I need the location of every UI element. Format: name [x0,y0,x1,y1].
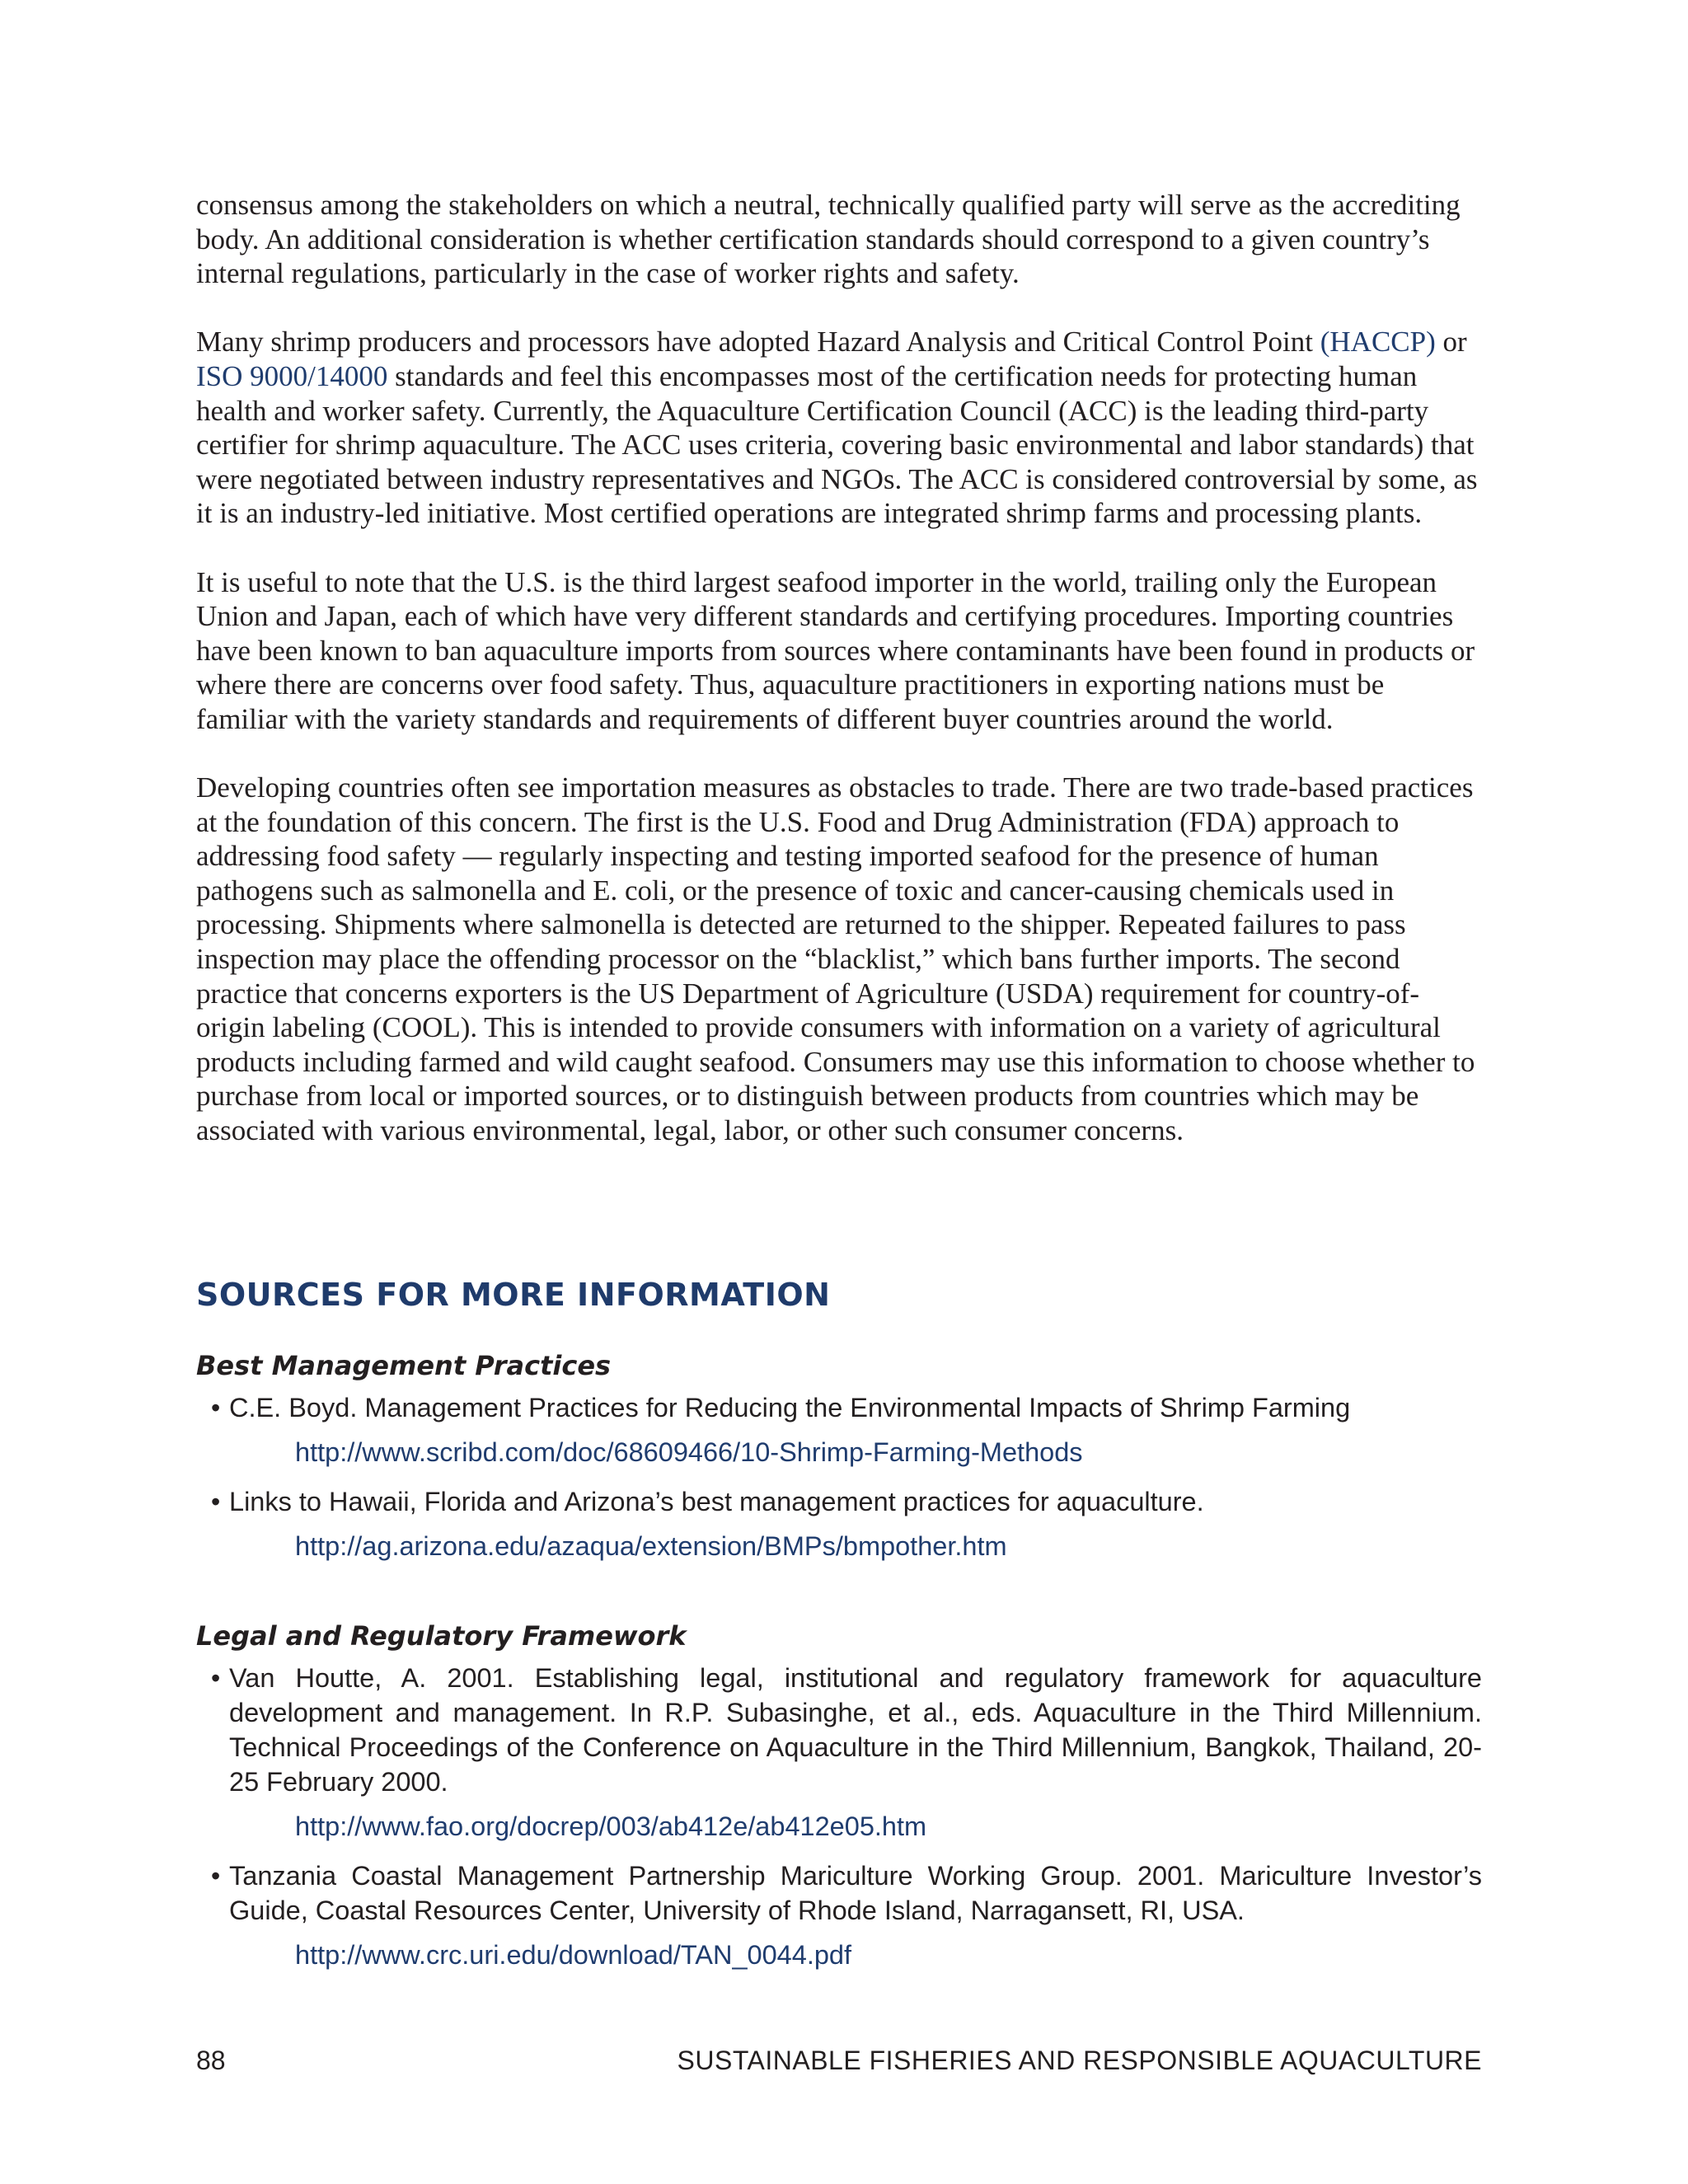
haccp-link[interactable]: (HACCP) [1320,326,1436,359]
section-heading: SOURCES FOR MORE INFORMATION [196,1277,831,1313]
bullet-icon: • [211,1861,221,1891]
reference-link[interactable]: http://www.crc.uri.edu/download/TAN_0044.pdf [295,1940,852,1970]
best-management-list [196,1390,1482,1563]
reference-text: Links to Hawaii, Florida and Arizona’s best management practices for aquaculture. [229,1487,1204,1516]
list-item [196,1858,1482,1972]
subheading-legal-framework: Legal and Regulatory Framework [196,1620,687,1652]
list-item [196,1484,1482,1563]
list-item [196,1390,1482,1469]
legal-framework-list [196,1661,1482,1972]
paragraph-text: consensus among the stakeholders on which a neutral, technically qualified party will serve as the accrediting body. An additional consideration is whether certification standards should correspond to a given country’s internal regulations, particularly in the case of worker rights and safety. [196,189,1461,290]
paragraph-text: Many shrimp producers and processors have adopted Hazard Analysis and Critical Control Point [196,326,1320,359]
reference-text: Tanzania Coastal Management Partnership Mariculture Working Group. 2001. Mariculture Investor’s Guide, Coastal Resources Center, University of Rhode Island, Narragansett, RI, USA. [229,1861,1482,1925]
reference-text: Van Houtte, A. 2001. Establishing legal, institutional and regulatory framework for aquaculture development and management. In R.P. Subasinghe, et al., eds. Aquaculture in the Third Millennium. Technical Proceedings of the Conference on Aquaculture in the Third Millennium, Bangkok, Thailand, 20-25 February 2000. [229,1663,1482,1797]
paragraph-accreditation [196,188,1482,291]
iso-link[interactable]: ISO 9000/14000 [196,359,388,392]
paragraph-text: or [1435,326,1467,359]
reference-link[interactable]: http://www.scribd.com/doc/68609466/10-Shrimp-Farming-Methods [295,1437,1083,1467]
paragraph-text: Developing countries often see importation measures as obstacles to trade. There are two trade-based practices at the foundation of this concern. The first is the U.S. Food and Drug Administration (FDA) approach to addressing food safety — regularly inspecting and testing imported seafood for the presence of human pathogens such as salmonella and E. coli, or the presence of toxic and cancer-causing chemicals used in processing. Shipments where salmonella is detected are returned to the shipper. Repeated failures to pass inspection may place the offending processor on the “blacklist,” which bans further imports. The second practice that concerns exporters is the US Department of Agriculture (USDA) requirement for country-of-origin labeling (COOL). This is intended to provide consumers with information on a variety of agricultural products including farmed and wild caught seafood. Consumers may use this information to choose whether to purchase from local or imported sources, or to distinguish between products from countries which may be associated with various environmental, legal, labor, or other such consumer concerns. [196,771,1475,1147]
reference-link[interactable]: http://www.fao.org/docrep/003/ab412e/ab412e05.htm [295,1811,927,1841]
body-text [196,188,1482,1182]
bullet-icon: • [211,1393,221,1422]
paragraph-text: standards and feel this encompasses most of the certification needs for protecting human health and worker safety. Currently, the Aquaculture Certification Council (ACC) is the leading third-party certifier for shrimp aquaculture. The ACC uses criteria, covering basic environmental and labor standards) that were negotiated between industry representatives and NGOs. The ACC is considered controversial by some, as it is an industry-led initiative. Most certified operations are integrated shrimp farms and processing plants. [196,359,1478,530]
bullet-icon: • [211,1487,221,1516]
reference-text: C.E. Boyd. Management Practices for Reducing the Environmental Impacts of Shrimp Farming [229,1393,1351,1422]
page-footer [196,2042,1482,2079]
paragraph-importers [196,565,1482,737]
sources-section [196,1273,1482,1987]
subheading-best-management: Best Management Practices [196,1350,612,1381]
list-item [196,1661,1482,1844]
running-title: SUSTAINABLE FISHERIES AND RESPONSIBLE AQUACULTURE [677,2046,1482,2075]
reference-link[interactable]: http://ag.arizona.edu/azaqua/extension/BMPs/bmpother.htm [295,1531,1007,1561]
paragraph-haccp [196,325,1482,531]
bullet-icon: • [211,1663,221,1693]
page-number: 88 [196,2046,226,2075]
paragraph-text: It is useful to note that the U.S. is the third largest seafood importer in the world, trailing only the European Union and Japan, each of which have very different standards and certifying procedures. Importing countries have been known to ban aquaculture imports from sources where contaminants have been found in products or where there are concerns over food safety. Thus, aquaculture practitioners in exporting nations must be familiar with the variety standards and requirements of different buyer countries around the world. [196,565,1475,735]
paragraph-trade-obstacles [196,771,1482,1148]
